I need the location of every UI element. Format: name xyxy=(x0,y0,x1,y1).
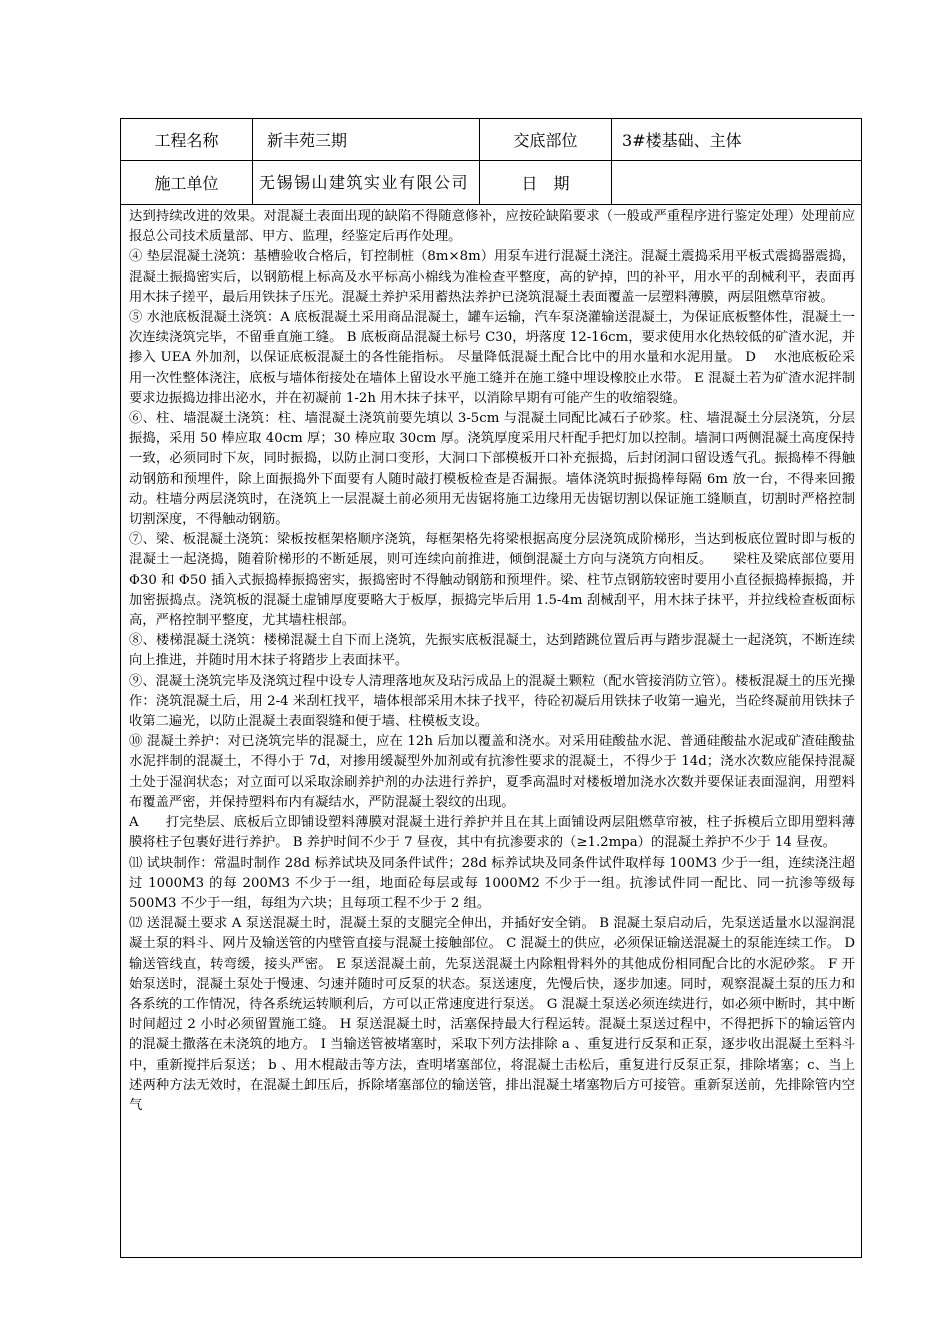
paragraph-cleanup: ⑨、混凝土浇筑完毕及浇筑过程中设专人清理落地灰及玷污成品上的混凝土颗粒（配水管接消防立管）。楼板混凝土的压光操作：浇筑混凝土后，用 2-4 米刮杠找平，墙体根部采用木抹子找平，待砼初凝后用铁抹子收第一遍光，当砼终凝前用铁抹子收第二遍光，以防止混凝土表面裂缝和便于墙、柱模板支设。 xyxy=(129,673,855,730)
paragraph-pool-slab: ⑤ 水池底板混凝土浇筑：A 底板混凝土采用商品混凝土，罐车运输，汽车泵浇灌输送混凝土，为保证底板整体性，混凝土一次连续浇筑完毕，不留垂直施工缝。 B 底板商品混凝土标号 C30，坍落度 12-16cm，要求使用水化热较低的矿渣水泥，并掺入 UEA 外加剂，以保证底板混凝土的各性能指标。 尽量降低混凝土配合比中的用水量和水泥用量。 D 水池底板砼采用一次性整体浇注，底板与墙体衔接处在墙体上留设水平施工缝并在施工缝中埋设橡胶止水带。 E 混凝土若为矿渣水泥拌制要求边振捣边排出泌水，并在初凝前 1-2h 用木抹子抹平，以消除早期有可能产生的收缩裂缝。 xyxy=(129,310,855,406)
header-row-2 xyxy=(121,161,861,205)
paragraph-beam-slab: ⑦、梁、板混凝土浇筑：梁板按框架格顺序浇筑，每框架格先将梁根据高度分层浇筑成阶梯形，当达到板底位置时即与板的混凝土一起浇捣，随着阶梯形的不断延展，则可连续向前推进，倾倒混凝土方向与浇筑方向相反。 梁柱及梁底部位要用 Φ30 和 Φ50 插入式振捣棒振捣密实，振捣密时不得触动钢筋和预埋件。梁、柱节点钢筋较密时要用小直径振捣棒振捣，并加密振捣点。浇筑板的混凝土虚铺厚度要略大于板厚，振捣完毕后用 1.5-4m 刮械刮平，用木抹子抹平，并拉线检查板面标高，严格控制平整度，尤其墙柱根部。 xyxy=(129,532,855,629)
project-name-value: 新丰苑三期 xyxy=(253,119,480,160)
paragraph-column-wall: ⑥、柱、墙混凝土浇筑：柱、墙混凝土浇筑前要先填以 3-5cm 与混凝土同配比减石子砂浆。柱、墙混凝土分层浇筑，分层振捣，采用 50 棒应取 40cm 厚；30 棒应取 30cm 厚。浇筑厚度采用尺杆配手把灯加以控制。墙洞口两侧混凝土高度保持一致，必须同时下灰，同时振捣，以防止洞口变形，大洞口下部模板开口补充振捣，后封闭洞口留设透气孔。振捣棒不得触动钢筋和预埋件，除上面振捣外下面要有人随时敲打模板检查是否漏振。墙体浇筑时振捣棒每隔 6m 放一台，不得来回搬动。柱墙分两层浇筑时，在浇筑上一层混凝土前必须用无齿锯将施工边缘用无齿锯切割以保证施工缝顺直，切割时严格控制切割深度，不得触动钢筋。 xyxy=(129,411,855,528)
paragraph-curing: ⑩ 混凝土养护：对已浇筑完毕的混凝土，应在 12h 后加以覆盖和浇水。对采用硅酸盐水泥、普通硅酸盐水泥或矿渣硅酸盐水泥拌制的混凝土，不得小于 7d，对掺用缓凝型外加剂或有抗渗性要求的混凝土，不得少于 14d；浇水次数应能保持混凝土处于湿润状态；对立面可以采取涂刷养护剂的办法进行养护，夏季高温时对楼板增加浇水次数并要保证表面湿润，用塑料布覆盖严密，并保持塑料布内有凝结水，严防混凝土裂纹的出现。 xyxy=(129,734,855,810)
unit-value: 无锡锡山建筑实业有限公司 xyxy=(253,161,480,204)
paragraph-test-block: ⑾ 试块制作：常温时制作 28d 标养试块及同条件试件；28d 标养试块及同条件试件取样每 100M3 少于一组，连续浇注超过 1000M3 的每 200M3 不少于一组，地面砼每层或每 1000M2 不少于一组。抗渗试件同一配比、同一抗渗等级每 500M3 不少于一组，每组为六块；且每项工程不少于 2 组。 xyxy=(129,855,855,911)
paragraph-curing-ab: A 打完垫层、底板后立即铺设塑料薄膜对混凝土进行养护并且在其上面铺设两层阻燃草帘被，柱子拆模后立即用塑料薄膜将柱子包裹好进行养护。 B 养护时间不少于 7 昼夜，其中有抗渗要求的（≥1.2mpa）的混凝土养护不少于 14 昼夜。 xyxy=(129,815,855,851)
date-value xyxy=(612,161,861,204)
paragraph-pumping: ⑿ 送混凝土要求 A 泵送混凝土时，混凝土泵的支腿完全伸出，并插好安全销。 B 混凝土泵启动后，先泵送适量水以湿润混凝土泵的料斗、网片及输送管的内壁管直接与混凝土接触部位。 C 混凝土的供应，必须保证输送混凝土的泵能连续工作。 D 输送管线直，转弯缓，接头严密。 E 泵送混凝土前，先泵送混凝土内除粗骨料外的其他成份相同配合比的水泥砂浆。 F 开始泵送时，混凝土泵处于慢速、匀速并随时可反泵的状态。泵送速度，先慢后快，逐步加速。同时，观察混凝土泵的压力和各系统的工作情况，待各系统运转顺利后，方可以正常速度进行泵送。 G 混凝土泵送必须连续进行，如必须中断时，其中断时间超过 2 小时必须留置施工缝。 H 泵送混凝土时，活塞保持最大行程运转。混凝土泵送过程中，不得把拆下的输运管内的混凝土撒落在未浇筑的地方。 I 当输送管被堵塞时，采取下列方法排除 a 、重复进行反泵和正泵，逐步收出混凝土至料斗中，重新搅拌后泵送； b 、用木棍敲击等方法，查明堵塞部位，将混凝土击松后，重复进行反泵正泵，排除堵塞；c、当上述两种方法无效时，在混凝土卸压后，拆除堵塞部位的输送管，排出混凝土堵塞物后方可接管。重新泵送前，先排除管内空气 xyxy=(129,916,855,1113)
location-label: 交底部位 xyxy=(480,119,612,160)
disclosure-content xyxy=(121,205,861,1116)
date-label: 日 期 xyxy=(480,161,612,204)
header-row-1 xyxy=(121,119,861,161)
disclosure-form xyxy=(120,118,862,1258)
unit-label: 施工单位 xyxy=(121,161,253,204)
project-name-label: 工程名称 xyxy=(121,119,253,160)
location-value: 3#楼基础、主体 xyxy=(622,131,742,150)
paragraph-stair: ⑧、楼梯混凝土浇筑：楼梯混凝土自下而上浇筑，先振实底板混凝土，达到踏跳位置后再与踏步混凝土一起浇筑，不断连续向上推进，并随时用木抹子将踏步上表面抹平。 xyxy=(129,633,855,669)
paragraph-intro: 达到持续改进的效果。对混凝土表面出现的缺陷不得随意修补，应按砼缺陷要求（一般或严重程序进行鉴定处理）处理前应报总公司技术质量部、甲方、监理，经鉴定后再作处理。 xyxy=(129,209,855,245)
paragraph-cushion-concrete: ④ 垫层混凝土浇筑：基槽验收合格后，钉控制桩（8m×8m）用泵车进行混凝土浇注。混凝土震捣采用平板式震捣器震捣，混凝土振捣密实后，以钢筋棍上标高及水平标高小棉线为准检查平整度，高的铲掉，凹的补平，用水平的刮械利平，表面再用木抹子搓平，最后用铁抹子压光。混凝土养护采用蓄热法养护已浇筑混凝土表面覆盖一层塑料薄膜，两层阻燃草帘被。 xyxy=(129,249,855,305)
